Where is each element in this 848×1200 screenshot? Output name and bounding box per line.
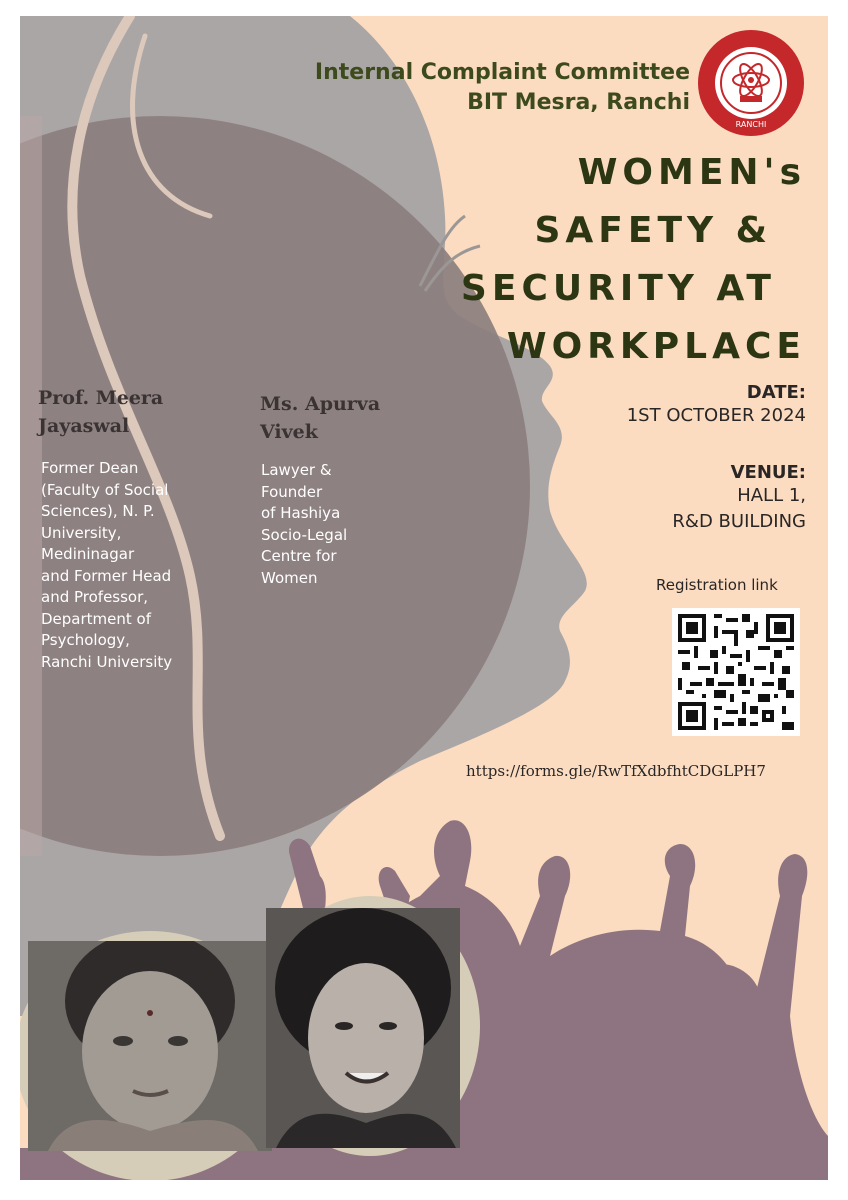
speaker-1-name-line2: Jayaswal	[38, 415, 130, 437]
date-label: DATE:	[746, 382, 806, 403]
registration-url[interactable]: https://forms.gle/RwTfXdbfhtCDGLPH7	[466, 762, 766, 780]
speaker-2-photo	[266, 908, 460, 1148]
event-date	[546, 382, 806, 429]
speaker-1-photo	[28, 941, 272, 1151]
speaker-1-desc-line: and Professor,	[41, 588, 149, 606]
speaker-2-desc-line: Lawyer &	[261, 461, 332, 479]
speaker-2-name-line2: Vivek	[260, 421, 318, 443]
speaker-1-desc-line: Former Dean	[41, 459, 139, 477]
registration-qr-code[interactable]	[672, 608, 800, 736]
venue-label: VENUE:	[730, 462, 806, 483]
venue-line-1: HALL 1,	[737, 485, 806, 506]
registration-label: Registration link	[656, 576, 778, 594]
speaker-2-description	[260, 460, 410, 589]
speaker-2-name-line1: Ms. Apurva	[260, 393, 381, 415]
title-line-1: WOMEN's	[577, 152, 806, 193]
logo-city: RANCHI	[735, 120, 767, 129]
speaker-1-desc-line: Psychology,	[41, 631, 130, 649]
speaker-2-desc-line: Socio-Legal	[261, 525, 348, 544]
speaker-2-desc-line: Women	[261, 568, 318, 587]
speaker-1-desc-line: and Former Head	[41, 566, 172, 585]
speaker-1-desc-line: Department of	[41, 609, 151, 628]
speaker-1-description	[38, 458, 218, 673]
speaker-1	[38, 384, 218, 673]
speaker-2-desc-line: Centre for	[261, 547, 337, 565]
speaker-1-desc-line: Medininagar	[41, 545, 135, 563]
poster	[20, 16, 828, 1180]
organizer-block	[270, 58, 690, 118]
event-venue	[546, 462, 806, 535]
event-title	[306, 144, 806, 376]
organizer-name: Internal Complaint Committee	[314, 60, 690, 85]
title-line-2: SAFETY &	[534, 210, 772, 251]
speaker-2-desc-line: Founder	[261, 482, 323, 501]
speaker-1-desc-line: (Faculty of Social	[41, 480, 169, 499]
title-line-4: WORKPLACE	[506, 326, 806, 367]
speaker-1-desc-line: Sciences), N. P.	[41, 502, 155, 520]
venue-line-2: R&D BUILDING	[672, 511, 806, 532]
organizer-location: BIT Mesra, Ranchi	[467, 90, 690, 115]
qr-code-icon	[678, 614, 794, 730]
speaker-2-desc-line: of Hashiya	[261, 504, 341, 522]
title-line-3: SECURITY AT	[460, 268, 776, 309]
speaker-1-name-line1: Prof. Meera	[38, 387, 164, 409]
speaker-1-desc-line: University,	[41, 523, 122, 542]
date-value: 1ST OCTOBER 2024	[626, 405, 806, 426]
speaker-2	[260, 390, 410, 589]
speaker-1-desc-line: Ranchi University	[41, 652, 173, 671]
bit-mesra-logo	[696, 28, 806, 138]
